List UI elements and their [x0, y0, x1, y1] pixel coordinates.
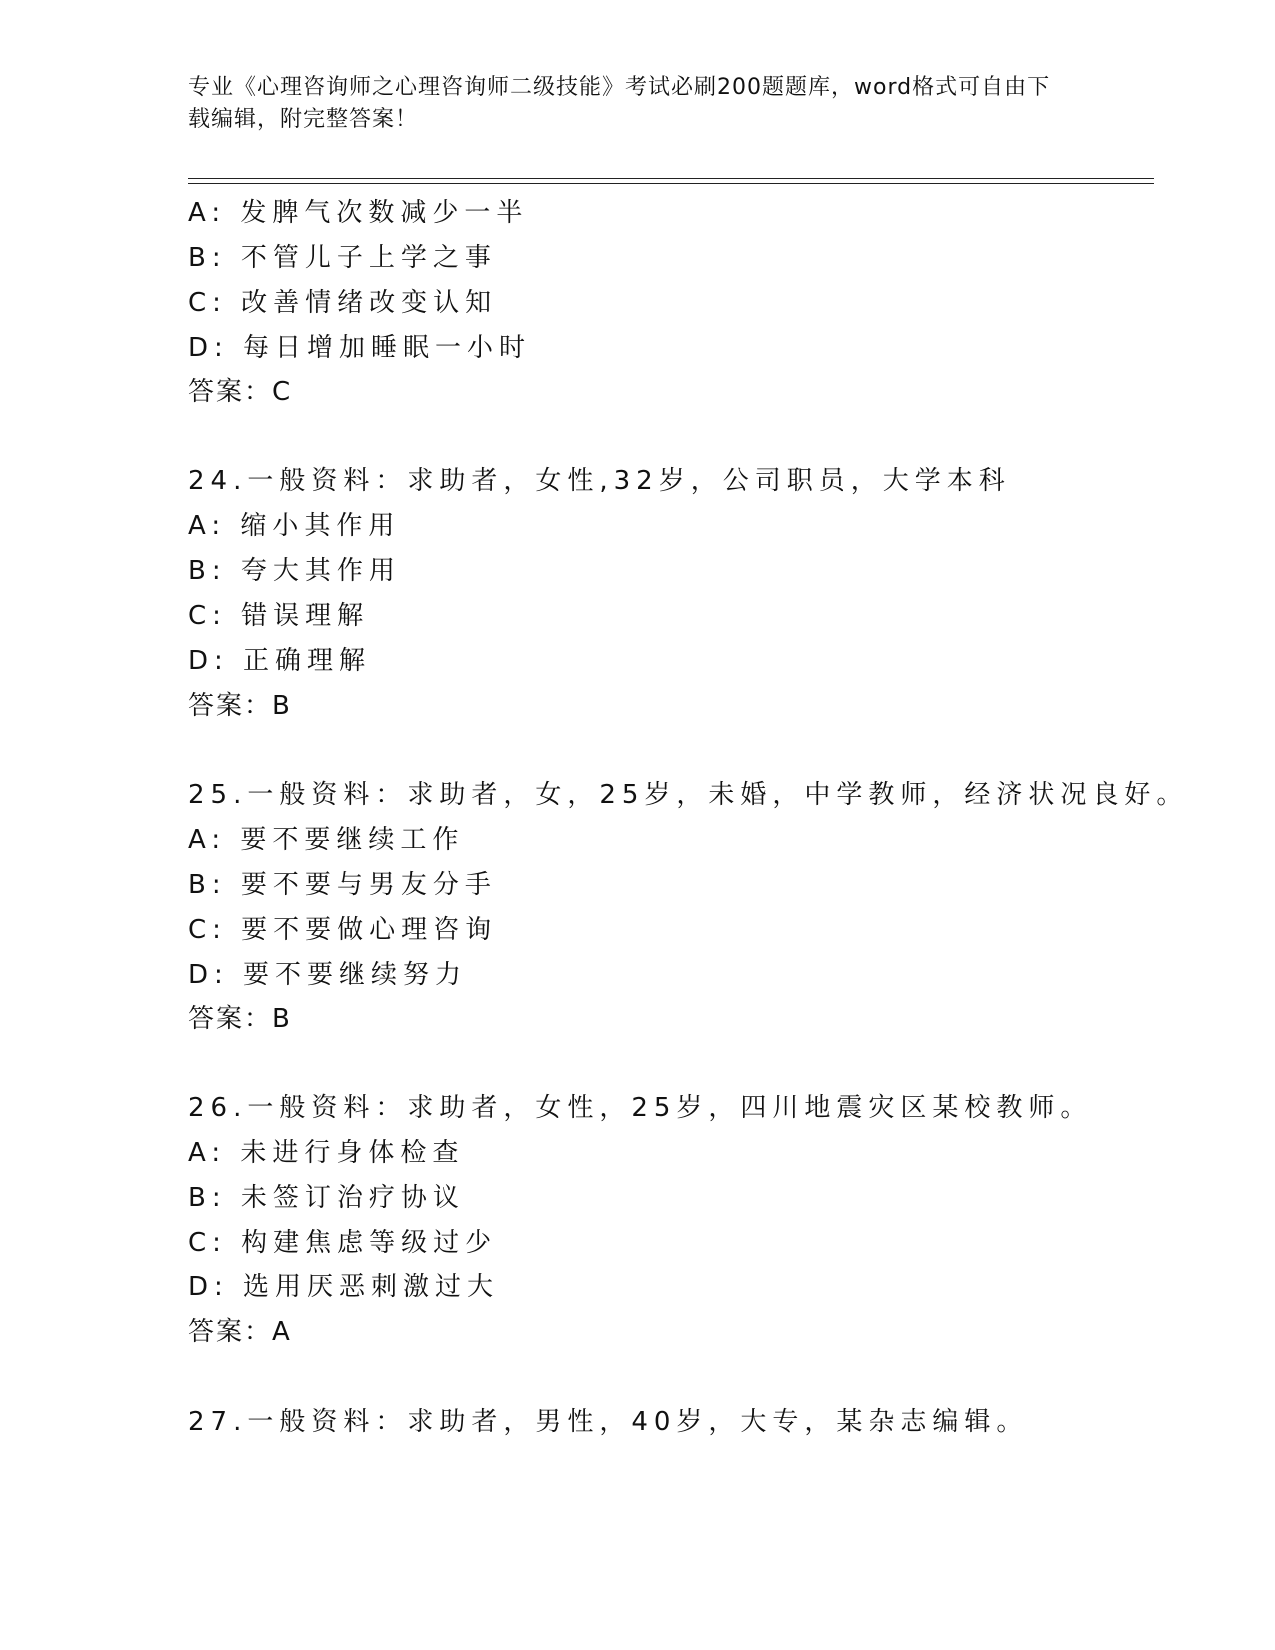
q25-option-a: A: 要不要继续工作	[188, 825, 465, 855]
q25-option-c: C: 要不要做心理咨询	[188, 915, 498, 945]
header-divider-top	[188, 178, 1154, 179]
q23-option-a: A: 发脾气次数减少一半	[188, 198, 529, 228]
q24-option-c: C: 错误理解	[188, 601, 370, 631]
q23-option-d: D: 每日增加睡眠一小时	[188, 333, 532, 363]
document-header: 专业《心理咨询师之心理咨询师二级技能》考试必刷200题题库，word格式可自由下载编辑，附完整答案！	[188, 75, 1051, 132]
q24-option-a: A: 缩小其作用	[188, 511, 401, 541]
q25-answer: 答案：B	[188, 1004, 292, 1034]
q25-stem: 25.一般资料：求助者，女，25岁，未婚，中学教师，经济状况良好。	[188, 780, 1189, 810]
q23-answer: 答案：C	[188, 377, 293, 407]
header-divider-bottom	[188, 183, 1154, 184]
q26-answer: 答案：A	[188, 1317, 292, 1347]
q26-option-c: C: 构建焦虑等级过少	[188, 1228, 498, 1258]
q23-option-b: B: 不管儿子上学之事	[188, 243, 497, 273]
q26-option-b: B: 未签订治疗协议	[188, 1183, 465, 1213]
q26-stem: 26.一般资料：求助者，女性，25岁，四川地震灾区某校教师。	[188, 1093, 1093, 1123]
q24-option-d: D: 正确理解	[188, 646, 372, 676]
q27-stem: 27.一般资料：求助者，男性，40岁，大专，某杂志编辑。	[188, 1407, 1029, 1437]
q25-option-b: B: 要不要与男友分手	[188, 870, 497, 900]
q24-stem: 24.一般资料：求助者，女性,32岁，公司职员，大学本科	[188, 466, 1011, 496]
q23-option-c: C: 改善情绪改变认知	[188, 288, 498, 318]
q24-answer: 答案：B	[188, 691, 292, 721]
q24-option-b: B: 夸大其作用	[188, 556, 401, 586]
q26-option-d: D: 选用厌恶刺激过大	[188, 1272, 500, 1302]
q25-option-d: D: 要不要继续努力	[188, 960, 468, 990]
q26-option-a: A: 未进行身体检查	[188, 1138, 465, 1168]
